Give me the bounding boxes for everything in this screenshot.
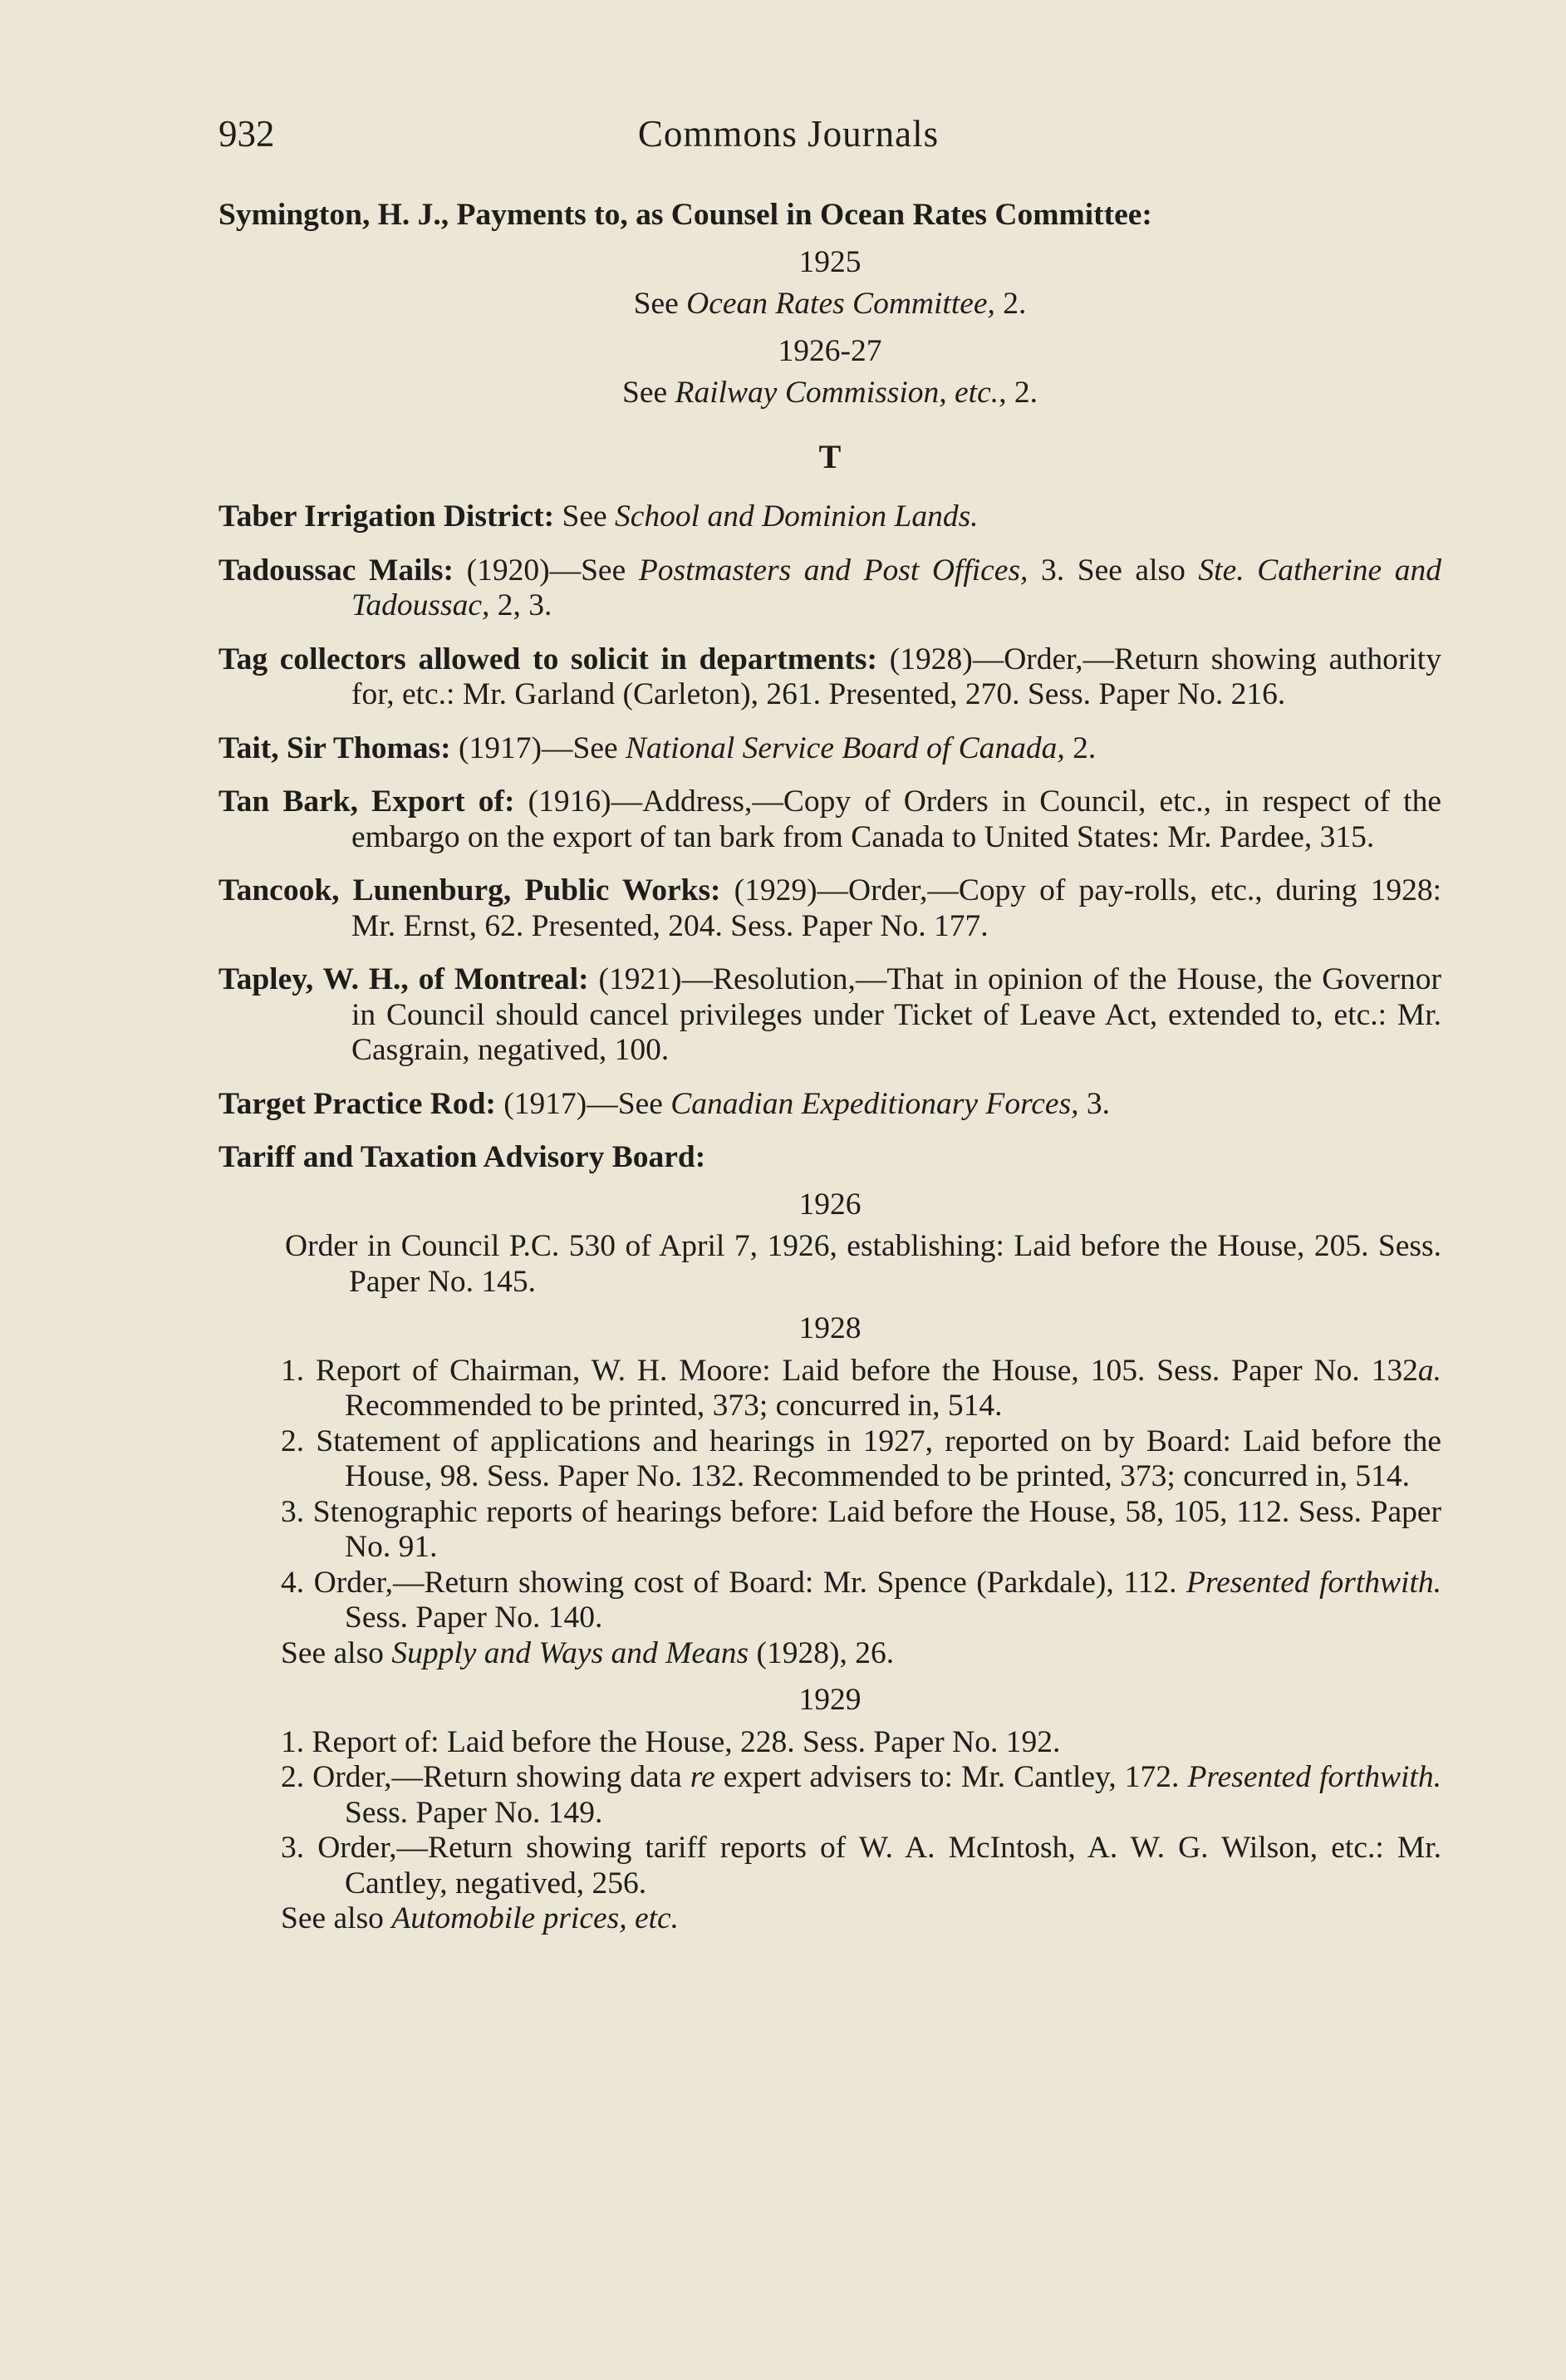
- year-heading: 1929: [798, 1683, 862, 1717]
- entry-target-practice: Target Practice Rod: (1917)—See Canadian Expeditionary Forces, 3.: [218, 1086, 1111, 1121]
- page-number: 932: [218, 113, 275, 155]
- see-reference: See Railway Commission, etc., 2.: [622, 376, 1038, 410]
- section-letter: T: [818, 437, 842, 475]
- list-item: 3. Order,—Return showing tariff reports of W. A. McIntosh, A. W. G. Wilson, etc.: Mr. Cantley, negatived, 256.: [281, 1831, 1441, 1901]
- list-item: Order in Council P.C. 530 of April 7, 1926, establishing: Laid before the House, 205. Sess. Paper No. 145.: [285, 1229, 1441, 1299]
- list-item: 4. Order,—Return showing cost of Board: Mr. Spence (Parkdale), 112. Presented forthwith. Sess. Paper No. 140.: [281, 1565, 1441, 1635]
- year-heading: 1928: [798, 1311, 862, 1345]
- entry-taber: Taber Irrigation District: See School and Dominion Lands.: [218, 499, 979, 534]
- year-heading: 1925: [798, 244, 862, 279]
- see-reference: See also Supply and Ways and Means (1928), 26.: [281, 1635, 895, 1670]
- entry-tancook: Tancook, Lunenburg, Public Works: (1929)—Order,—Copy of pay-rolls, etc., during 1928: Mr. Ernst, 62. Presented, 204. Sess. Paper No. 177.: [218, 873, 1441, 943]
- entry-symington: [218, 198, 1441, 234]
- see-reference: See also Automobile prices, etc.: [281, 1901, 680, 1935]
- index-body: [218, 198, 1441, 1937]
- list-item: 3. Stenographic reports of hearings before: Laid before the House, 58, 105, 112. Sess. Paper No. 91.: [281, 1494, 1441, 1564]
- page-header: [218, 112, 1358, 162]
- entry-tag-collectors: Tag collectors allowed to solicit in departments: (1928)—Order,—Return showing authority for, etc.: Mr. Garland (Carleton), 261. Presented, 270. Sess. Paper No. 216.: [218, 642, 1441, 711]
- list-item: 1. Report of: Laid before the House, 228. Sess. Paper No. 192.: [281, 1724, 1061, 1759]
- list-item: 1. Report of Chairman, W. H. Moore: Laid before the House, 105. Sess. Paper No. 132a. Recommended to be printed, 373; concurred in, 514.: [281, 1353, 1441, 1423]
- entry-tan-bark: Tan Bark, Export of: (1916)—Address,—Copy of Orders in Council, etc., in respect of the embargo on the export of tan bark from Canada to United States: Mr. Pardee, 315.: [218, 784, 1441, 854]
- see-reference: See Ocean Rates Committee, 2.: [633, 287, 1027, 321]
- list-item: 2. Order,—Return showing data re expert advisers to: Mr. Cantley, 172. Presented forthwith. Sess. Paper No. 149.: [281, 1760, 1441, 1830]
- entry-tariff-board: Tariff and Taxation Advisory Board:: [218, 1140, 706, 1174]
- entry-heading: Symington, H. J., Payments to, as Counsel in Ocean Rates Committee:: [218, 198, 1152, 232]
- list-item: 2. Statement of applications and hearings in 1927, reported on by Board: Laid before the House, 98. Sess. Paper No. 132. Recommended to be printed, 373; concurred in, 514.: [281, 1424, 1441, 1493]
- entry-tait: Tait, Sir Thomas: (1917)—See National Service Board of Canada, 2.: [218, 730, 1097, 765]
- entry-tapley: Tapley, W. H., of Montreal: (1921)—Resolution,—That in opinion of the House, the Governor in Council should cancel privileges under Ticket of Leave Act, extended to, etc.: Mr. Casgrain, negatived, 100.: [218, 962, 1441, 1067]
- year-heading: 1926: [798, 1187, 862, 1222]
- entry-tadoussac: Tadoussac Mails: (1920)—See Postmasters and Post Offices, 3. See also Ste. Catherine and Tadoussac, 2, 3.: [218, 553, 1442, 622]
- year-heading: 1926-27: [778, 333, 882, 368]
- page-title: Commons Journals: [637, 113, 940, 155]
